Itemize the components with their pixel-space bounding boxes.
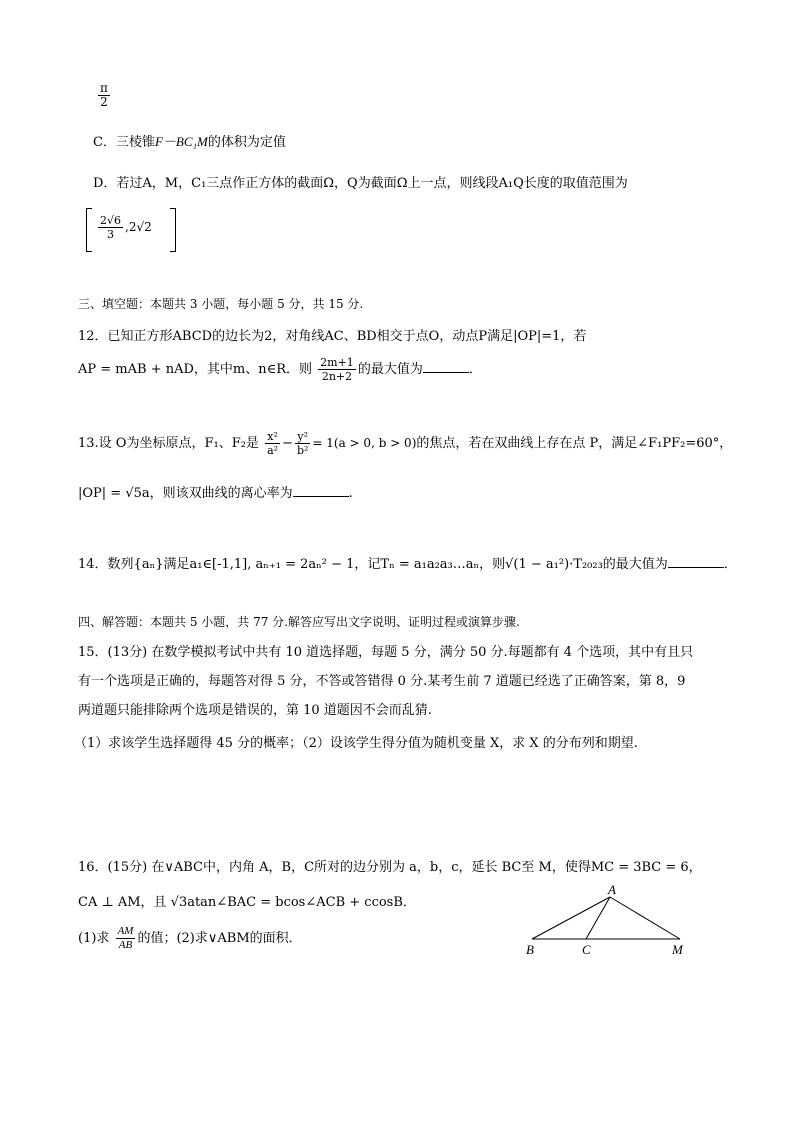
question-16-line-3 xyxy=(78,925,302,952)
q16-part-tail: 的值；(2)求∨ABM的面积． xyxy=(137,931,302,946)
pi-over-2-fraction xyxy=(96,82,112,109)
q12-fraction-numerator: 2m+1 xyxy=(320,356,354,369)
q13-frac2-denominator: b² xyxy=(296,444,309,457)
question-13-line-1: 13.设 O为坐标原点，F₁、F₂是 $\frac{\text{x²}}{\text{a²}}$ − $\frac{\text{y²}}{\text{b²}}$ = 1(a > 0, b > 0)的焦点，若在双曲线上存在点 P，满足∠F₁PF₂=60°， xyxy=(78,430,733,457)
triangle-figure xyxy=(520,882,700,962)
option-d: D．若过A，M，C₁三点作正方体的截面Ω，Q为截面Ω上一点，则线段A₁Q长度的取值范围为 xyxy=(93,176,628,191)
q13-eccentricity-question: |OP| = √5a，则该双曲线的离心率为 xyxy=(78,486,293,501)
question-15-line-1: 15．(13分) 在数学模拟考试中共有 10 道选择题，每题 5 分，满分 50 分.每题都有 4 个选项，其中有且只 xyxy=(78,645,694,660)
section-4-heading: 四、解答题：本题共 5 小题，共 77 分.解答应写出文字说明、证明过程或演算步骤. xyxy=(78,615,520,629)
question-15-line-2: 有一个选项是正确的，每题答对得 5 分，不答或答错得 0 分.某考生前 7 道题已经选了正确答案，第 8，9 xyxy=(78,674,686,689)
question-15-line-4: （1）求该学生选择题得 45 分的概率；（2）设该学生得分值为随机变量 X，求 X 的分布列和期望. xyxy=(74,736,638,751)
vertex-label-C: C xyxy=(582,942,591,957)
q12-answer-blank[interactable] xyxy=(423,360,469,373)
question-16-line-2: CA ⊥ AM，且 √3atan∠BAC = bcos∠ACB + ccosB． xyxy=(78,895,416,910)
q16-fraction-denominator: AB xyxy=(118,939,133,951)
q13-condition: 的焦点，若在双曲线上存在点 P，满足∠F₁PF₂=60°， xyxy=(416,436,733,451)
vertex-label-A: A xyxy=(608,882,616,897)
q13-frac1-denominator: a² xyxy=(267,444,279,457)
q13-frac1-numerator: x² xyxy=(265,430,280,444)
option-d-range: $\frac{2√6}{3}$ ,2√2 xyxy=(86,208,176,252)
section-3-heading: 三、填空题：本题共 3 小题，每小题 5 分，共 15 分. xyxy=(78,297,364,311)
question-13-line-2: |OP| = √5a，则该双曲线的离心率为 . xyxy=(78,486,353,501)
vertex-label-M: M xyxy=(672,942,683,957)
option-c-math: F－BC₁M xyxy=(154,134,208,149)
question-16-line-1: 16．(15分) 在∨ABC中，内角 A，B，C所对的边分别为 a，b，c，延长 BC至 M，使得MC = 3BC = 6， xyxy=(78,860,702,875)
q14-text: 14．数列{aₙ}满足a₁∈[-1,1], aₙ₊₁ = 2aₙ² − 1，记Tₙ = a₁a₂a₃…aₙ，则√(1 − a₁²)·T₂₀₂₃的最大值为 xyxy=(78,557,668,572)
question-15-line-3: 两道题只能排除两个选项是错误的，第 10 道题因不会而乱猜. xyxy=(78,703,432,718)
q13-answer-blank[interactable] xyxy=(293,484,349,497)
segment-AM xyxy=(610,897,680,939)
q16-part1-prefix: (1)求 xyxy=(78,931,110,946)
q12-tail: 的最大值为 xyxy=(357,362,423,377)
q13-intro: 13.设 O为坐标原点，F₁、F₂是 xyxy=(78,436,259,451)
question-12-line-1: 12．已知正方形ABCD的边长为2，对角线AC、BD相交于点O，动点P满足|OP|=1，若 xyxy=(78,329,587,344)
vertex-label-B: B xyxy=(526,942,534,957)
option-c-suffix: 的体积为定值 xyxy=(207,135,286,150)
q12-vector-equation: AP = mAB + nAD，其中m、n∈R．则 xyxy=(78,362,313,377)
range-fraction-numerator: 2√6 xyxy=(100,214,122,227)
fraction-denominator: 2 xyxy=(100,95,108,109)
q16-fraction-numerator: AM xyxy=(117,925,134,937)
q12-fraction-denominator: 2n+2 xyxy=(321,370,353,383)
option-c-prefix: C．三棱锥 xyxy=(93,135,155,150)
fraction-numerator: π xyxy=(100,81,108,95)
q14-answer-blank[interactable] xyxy=(668,555,724,568)
range-fraction-denominator: 3 xyxy=(107,228,114,241)
option-c xyxy=(93,131,286,150)
question-14: 14．数列{aₙ}满足a₁∈[-1,1], aₙ₊₁ = 2aₙ² − 1，记Tₙ = a₁a₂a₃…aₙ，则√(1 − a₁²)·T₂₀₂₃的最大值为 ． xyxy=(78,557,737,572)
range-upper: 2√2 xyxy=(128,220,152,234)
q13-frac2-numerator: y² xyxy=(295,430,310,444)
q13-equation-tail: = 1(a > 0, b > 0) xyxy=(312,436,417,450)
question-12-line-2: AP = mAB + nAD，其中m、n∈R．则 $\frac{2m+1}{2n+2}$ 的最大值为 ． xyxy=(78,356,482,383)
